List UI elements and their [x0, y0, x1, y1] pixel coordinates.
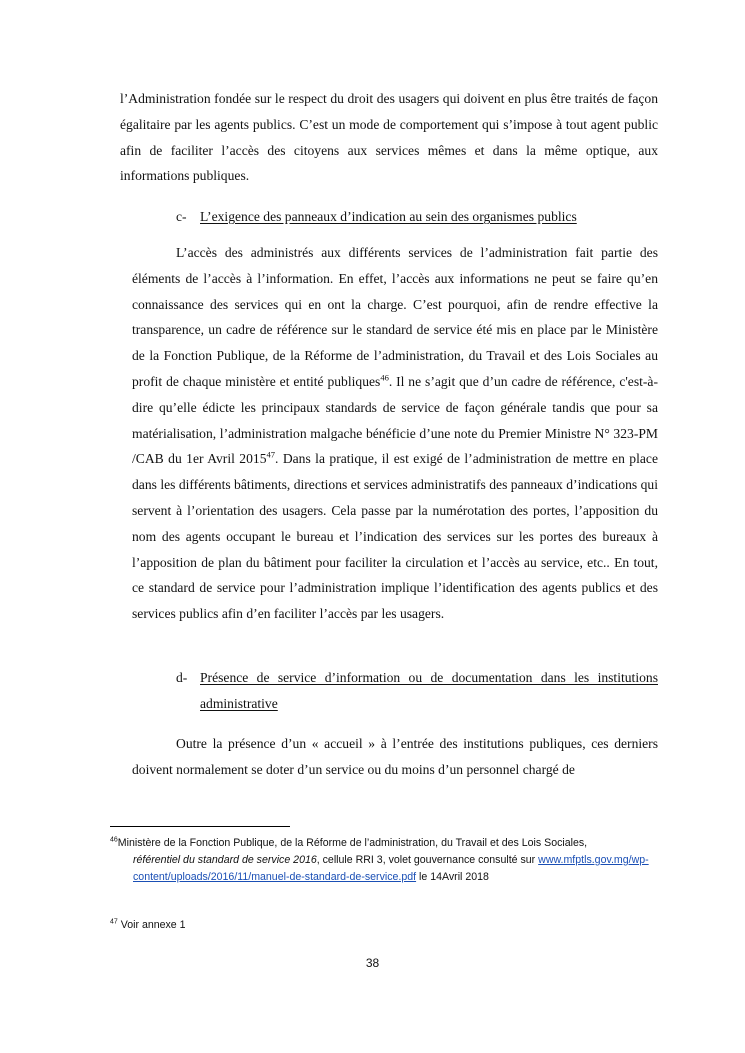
section-heading-c	[176, 204, 646, 230]
footnote-46-text-after: , cellule RRI 3, volet gouvernance consulté sur	[316, 854, 536, 866]
footnote-46-number: 46	[110, 836, 118, 844]
paragraph-2	[132, 240, 658, 627]
footnote-46-italic-title: référentiel du standard de service 2016	[133, 854, 317, 866]
footnote-separator	[110, 826, 290, 827]
paragraph-2-part-1: L’accès des administrés aux différents services de l’administration fait partie des éléments de l’accès à l’information. En effet, l’accès aux informations ne peut se faire qu’en connaissance des services qui en ont la charge. C’est pourquoi, afin de rendre effective la transparence, un cadre de référence sur le standard de service été mis en place par le Ministère de la Fonction Publique, de la Réforme de l’administration, du Travail et des Lois Sociales au profit de chaque ministère et entité publiques	[132, 245, 658, 389]
footnote-46	[110, 835, 650, 886]
footnote-46-continuation	[110, 852, 650, 886]
footnote-47-number: 47	[110, 918, 118, 926]
heading-d-label: d-	[176, 670, 188, 685]
heading-c-title: L’exigence des panneaux d’indication au sein des organismes publics	[200, 209, 577, 224]
footnote-ref-46[interactable]: 46	[380, 372, 389, 383]
page-number: 38	[365, 956, 380, 970]
footnote-46-text: Ministère de la Fonction Publique, de la Réforme de l’administration, du Travail et des Lois Sociales,	[117, 837, 588, 849]
paragraph-3: Outre la présence d’un « accueil » à l’entrée des institutions publiques, ces derniers doivent normalement se doter d’un service ou du moins d’un personnel chargé de	[132, 736, 658, 777]
paragraph-1: l’Administration fondée sur le respect du droit des usagers qui doivent en plus être traités de façon égalitaire par les agents publics. C’est un mode de comportement qui s’impose à tout agent public afin de faciliter l’accès des citoyens aux services mêmes et dans la même optique, aux informations publiques.	[120, 91, 658, 184]
paragraph-2-part-3: . Dans la pratique, il est exigé de l’administration de mettre en place dans les différents bâtiments, directions et services administratifs des panneaux d’indications qui servent à l’orientation des usagers. Cela passe par la numérotation des portes, l’apposition du nom des agents occupant le bureau et l’indication des services sur les portes des bureaux à l’apposition de plan du bâtiment pour faciliter la circulation et l’accès au service, etc.. En tout, ce standard de service pour l’administration implique l’identification des agents publics et des services publics afin d’en faciliter l’accès par les usagers.	[132, 451, 658, 622]
section-heading-d	[176, 665, 658, 717]
footnote-47	[110, 917, 650, 934]
footnote-46-link[interactable]: www.mfptls.gov.mg/wp-content/uploads/2016/11/manuel-de-standard-de-service.pdf	[133, 854, 649, 883]
footnote-46-date: le 14Avril 2018	[419, 871, 489, 883]
heading-c-label: c-	[176, 209, 187, 224]
heading-d-title: Présence de service d’information ou de documentation dans les institutions administrative	[200, 670, 658, 711]
paragraph-2-part-2: . Il ne s’agit que d’un cadre de référence, c'est-à-dire qu’elle édicte les principaux standards de service de façon générale tandis que pour sa matérialisation, l’administration malgache bénéficie d’une note du Premier Ministre N° 323-PM /CAB du 1er Avril 2015	[132, 373, 658, 467]
footnote-47-text: Voir annexe 1	[120, 919, 186, 931]
footnote-ref-47[interactable]: 47	[266, 449, 275, 460]
